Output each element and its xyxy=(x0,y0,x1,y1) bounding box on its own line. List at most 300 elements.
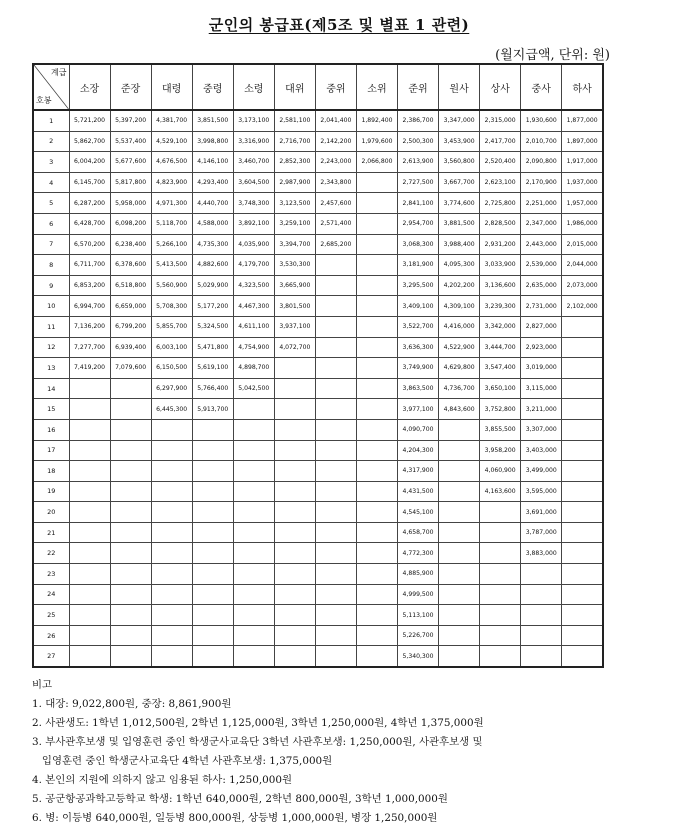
pay-cell: 4,293,400 xyxy=(192,172,233,193)
pay-cell xyxy=(233,646,274,667)
pay-cell: 4,999,500 xyxy=(398,584,439,605)
pay-cell: 4,545,100 xyxy=(398,502,439,523)
step-cell: 4 xyxy=(33,172,69,193)
pay-cell xyxy=(315,275,356,296)
pay-cell xyxy=(315,399,356,420)
pay-cell: 5,113,100 xyxy=(398,605,439,626)
pay-cell: 2,635,000 xyxy=(521,275,562,296)
pay-cell: 4,772,300 xyxy=(398,543,439,564)
table-row xyxy=(33,625,603,646)
pay-cell: 2,417,700 xyxy=(480,131,521,152)
pay-cell: 1,892,400 xyxy=(356,110,397,131)
pay-cell xyxy=(439,646,480,667)
pay-cell: 4,072,700 xyxy=(274,337,315,358)
pay-cell xyxy=(274,543,315,564)
pay-cell: 4,588,000 xyxy=(192,213,233,234)
note-item: 6. 병: 이등병 640,000원, 일등병 800,000원, 상등병 1,000,000원, 병장 1,250,000원 xyxy=(32,812,438,824)
pay-cell xyxy=(562,543,603,564)
pay-cell xyxy=(151,522,192,543)
step-cell: 9 xyxy=(33,275,69,296)
rank-header: 중위 xyxy=(315,64,356,110)
pay-cell xyxy=(315,625,356,646)
note-item: 3. 부사관후보생 및 입영훈련 중인 학생군사교육단 3학년 사관후보생: 1,250,000원, 사관후보생 및 xyxy=(32,736,483,748)
pay-cell: 3,403,000 xyxy=(521,440,562,461)
pay-cell: 2,044,000 xyxy=(562,255,603,276)
pay-cell: 5,340,300 xyxy=(398,646,439,667)
pay-cell: 3,937,100 xyxy=(274,316,315,337)
pay-cell: 2,243,000 xyxy=(315,152,356,173)
pay-cell: 1,917,000 xyxy=(562,152,603,173)
pay-cell: 5,677,600 xyxy=(110,152,151,173)
pay-cell xyxy=(315,419,356,440)
pay-cell: 4,416,000 xyxy=(439,316,480,337)
pay-cell: 6,428,700 xyxy=(69,213,110,234)
pay-cell: 2,827,000 xyxy=(521,316,562,337)
pay-cell: 3,665,900 xyxy=(274,275,315,296)
pay-cell: 2,725,800 xyxy=(480,193,521,214)
pay-cell xyxy=(480,605,521,626)
pay-cell: 1,930,600 xyxy=(521,110,562,131)
pay-cell: 4,431,500 xyxy=(398,481,439,502)
pay-cell: 3,522,700 xyxy=(398,316,439,337)
step-cell: 2 xyxy=(33,131,69,152)
notes-section xyxy=(32,676,652,828)
table-row xyxy=(33,378,603,399)
pay-cell xyxy=(521,564,562,585)
pay-cell: 2,987,900 xyxy=(274,172,315,193)
pay-cell xyxy=(356,358,397,379)
pay-cell: 7,419,200 xyxy=(69,358,110,379)
pay-cell: 6,659,000 xyxy=(110,296,151,317)
pay-cell xyxy=(439,605,480,626)
pay-cell xyxy=(356,378,397,399)
notes-heading: 비고 xyxy=(32,679,53,691)
step-cell: 12 xyxy=(33,337,69,358)
pay-cell xyxy=(274,481,315,502)
step-cell: 8 xyxy=(33,255,69,276)
pay-cell xyxy=(562,522,603,543)
pay-cell: 6,145,700 xyxy=(69,172,110,193)
pay-cell xyxy=(274,358,315,379)
pay-cell xyxy=(356,172,397,193)
page-title: 군인의 봉급표(제5조 및 별표 1 관련) xyxy=(208,16,470,34)
pay-cell: 2,520,400 xyxy=(480,152,521,173)
pay-cell: 3,998,800 xyxy=(192,131,233,152)
note-item: 4. 본인의 지원에 의하지 않고 임용된 하사: 1,250,000원 xyxy=(32,774,293,786)
pay-table xyxy=(32,63,604,668)
table-row xyxy=(33,275,603,296)
pay-cell xyxy=(562,605,603,626)
pay-cell xyxy=(274,605,315,626)
pay-cell: 2,828,500 xyxy=(480,213,521,234)
pay-cell xyxy=(356,564,397,585)
pay-cell: 3,460,700 xyxy=(233,152,274,173)
pay-cell xyxy=(315,461,356,482)
pay-cell: 4,179,700 xyxy=(233,255,274,276)
pay-cell: 6,003,100 xyxy=(151,337,192,358)
table-row xyxy=(33,172,603,193)
pay-cell: 5,913,700 xyxy=(192,399,233,420)
pay-cell xyxy=(356,605,397,626)
pay-cell: 6,518,800 xyxy=(110,275,151,296)
pay-cell xyxy=(480,564,521,585)
pay-cell: 3,863,500 xyxy=(398,378,439,399)
step-cell: 17 xyxy=(33,440,69,461)
pay-cell xyxy=(192,625,233,646)
pay-cell: 4,522,900 xyxy=(439,337,480,358)
pay-cell: 4,146,100 xyxy=(192,152,233,173)
pay-cell: 5,766,400 xyxy=(192,378,233,399)
pay-cell: 2,500,300 xyxy=(398,131,439,152)
pay-cell xyxy=(439,481,480,502)
pay-cell: 2,727,500 xyxy=(398,172,439,193)
pay-cell xyxy=(233,584,274,605)
pay-cell xyxy=(356,337,397,358)
step-cell: 20 xyxy=(33,502,69,523)
pay-cell: 3,636,300 xyxy=(398,337,439,358)
notes-list xyxy=(32,695,652,828)
pay-cell: 5,266,100 xyxy=(151,234,192,255)
pay-cell xyxy=(69,605,110,626)
pay-cell xyxy=(192,543,233,564)
pay-cell xyxy=(480,625,521,646)
pay-cell xyxy=(274,625,315,646)
pay-cell: 3,115,000 xyxy=(521,378,562,399)
pay-cell xyxy=(315,543,356,564)
pay-cell: 3,977,100 xyxy=(398,399,439,420)
table-row xyxy=(33,296,603,317)
pay-cell: 1,937,000 xyxy=(562,172,603,193)
pay-cell xyxy=(69,440,110,461)
pay-cell xyxy=(192,522,233,543)
pay-cell: 4,529,100 xyxy=(151,131,192,152)
pay-cell xyxy=(151,646,192,667)
pay-cell xyxy=(69,584,110,605)
pay-cell: 3,123,500 xyxy=(274,193,315,214)
pay-cell xyxy=(192,419,233,440)
pay-cell: 3,851,500 xyxy=(192,110,233,131)
pay-cell: 3,667,700 xyxy=(439,172,480,193)
table-row xyxy=(33,605,603,626)
pay-cell xyxy=(562,399,603,420)
pay-cell xyxy=(69,502,110,523)
header-row xyxy=(33,64,603,110)
pay-cell xyxy=(69,543,110,564)
pay-cell: 3,988,400 xyxy=(439,234,480,255)
step-cell: 24 xyxy=(33,584,69,605)
rank-header: 대위 xyxy=(274,64,315,110)
pay-cell xyxy=(356,461,397,482)
corner-rank-label: 계급 xyxy=(51,68,67,77)
pay-cell: 5,708,300 xyxy=(151,296,192,317)
pay-cell: 3,033,900 xyxy=(480,255,521,276)
pay-cell xyxy=(110,419,151,440)
pay-cell: 6,853,200 xyxy=(69,275,110,296)
pay-cell: 3,958,200 xyxy=(480,440,521,461)
pay-cell: 2,170,900 xyxy=(521,172,562,193)
pay-cell: 2,015,000 xyxy=(562,234,603,255)
pay-cell xyxy=(356,646,397,667)
pay-cell xyxy=(233,419,274,440)
step-cell: 3 xyxy=(33,152,69,173)
pay-cell: 4,754,900 xyxy=(233,337,274,358)
pay-cell xyxy=(192,646,233,667)
pay-cell xyxy=(356,502,397,523)
pay-cell xyxy=(315,481,356,502)
pay-cell xyxy=(562,584,603,605)
pay-cell xyxy=(315,646,356,667)
pay-cell xyxy=(151,605,192,626)
pay-cell xyxy=(356,419,397,440)
rank-header: 소령 xyxy=(233,64,274,110)
pay-cell: 5,226,700 xyxy=(398,625,439,646)
pay-cell: 5,855,700 xyxy=(151,316,192,337)
pay-cell xyxy=(274,522,315,543)
pay-cell: 3,259,100 xyxy=(274,213,315,234)
pay-cell xyxy=(151,564,192,585)
pay-cell xyxy=(439,625,480,646)
step-cell: 15 xyxy=(33,399,69,420)
pay-cell xyxy=(151,502,192,523)
pay-cell: 5,817,800 xyxy=(110,172,151,193)
pay-cell xyxy=(192,440,233,461)
step-cell: 16 xyxy=(33,419,69,440)
rank-header: 소위 xyxy=(356,64,397,110)
pay-cell: 2,613,900 xyxy=(398,152,439,173)
pay-cell xyxy=(192,584,233,605)
pay-cell: 2,142,200 xyxy=(315,131,356,152)
pay-cell xyxy=(69,646,110,667)
pay-cell: 3,316,900 xyxy=(233,131,274,152)
table-row xyxy=(33,564,603,585)
pay-cell xyxy=(110,481,151,502)
pay-cell: 1,957,000 xyxy=(562,193,603,214)
pay-cell: 5,560,900 xyxy=(151,275,192,296)
pay-cell: 3,530,300 xyxy=(274,255,315,276)
pay-cell xyxy=(356,625,397,646)
pay-cell xyxy=(69,461,110,482)
pay-cell: 2,347,000 xyxy=(521,213,562,234)
pay-cell: 4,971,300 xyxy=(151,193,192,214)
table-row xyxy=(33,131,603,152)
pay-cell xyxy=(274,461,315,482)
pay-cell xyxy=(274,502,315,523)
pay-cell xyxy=(233,481,274,502)
pay-cell xyxy=(151,543,192,564)
pay-cell: 5,324,500 xyxy=(192,316,233,337)
step-cell: 1 xyxy=(33,110,69,131)
unit-note: (월지급액, 단위: 원) xyxy=(495,48,610,63)
pay-cell xyxy=(110,646,151,667)
pay-cell: 6,287,200 xyxy=(69,193,110,214)
pay-cell xyxy=(356,399,397,420)
pay-cell xyxy=(480,646,521,667)
pay-cell: 4,823,900 xyxy=(151,172,192,193)
pay-cell xyxy=(274,584,315,605)
pay-cell xyxy=(110,378,151,399)
pay-cell xyxy=(233,564,274,585)
pay-cell: 2,716,700 xyxy=(274,131,315,152)
pay-cell xyxy=(562,358,603,379)
step-cell: 22 xyxy=(33,543,69,564)
pay-cell xyxy=(151,440,192,461)
step-cell: 23 xyxy=(33,564,69,585)
pay-cell xyxy=(439,440,480,461)
pay-cell xyxy=(233,522,274,543)
table-row xyxy=(33,584,603,605)
step-cell: 7 xyxy=(33,234,69,255)
pay-cell xyxy=(315,502,356,523)
pay-cell xyxy=(356,440,397,461)
pay-cell: 3,409,100 xyxy=(398,296,439,317)
pay-cell: 2,386,700 xyxy=(398,110,439,131)
pay-cell xyxy=(110,584,151,605)
pay-cell: 3,560,800 xyxy=(439,152,480,173)
table-row xyxy=(33,213,603,234)
pay-cell: 3,855,500 xyxy=(480,419,521,440)
pay-cell: 3,787,000 xyxy=(521,522,562,543)
pay-cell: 3,752,800 xyxy=(480,399,521,420)
pay-cell: 1,979,600 xyxy=(356,131,397,152)
table-row xyxy=(33,440,603,461)
table-row xyxy=(33,419,603,440)
rank-header: 상사 xyxy=(480,64,521,110)
note-item: 5. 공군항공과학고등학교 학생: 1학년 640,000원, 2학년 800,000원, 3학년 1,000,000원 xyxy=(32,793,448,805)
pay-cell xyxy=(315,440,356,461)
pay-cell: 4,090,700 xyxy=(398,419,439,440)
pay-cell xyxy=(69,625,110,646)
pay-cell: 3,444,700 xyxy=(480,337,521,358)
table-row xyxy=(33,193,603,214)
pay-cell: 3,499,000 xyxy=(521,461,562,482)
pay-cell xyxy=(192,461,233,482)
pay-cell: 2,685,200 xyxy=(315,234,356,255)
pay-cell: 1,897,000 xyxy=(562,131,603,152)
pay-cell xyxy=(192,502,233,523)
table-row xyxy=(33,337,603,358)
pay-cell xyxy=(233,502,274,523)
pay-cell: 4,204,300 xyxy=(398,440,439,461)
pay-cell xyxy=(192,605,233,626)
pay-cell: 6,238,400 xyxy=(110,234,151,255)
pay-cell xyxy=(439,564,480,585)
pay-cell xyxy=(110,502,151,523)
pay-cell: 4,882,600 xyxy=(192,255,233,276)
note-item: 2. 사관생도: 1학년 1,012,500원, 2학년 1,125,000원, 3학년 1,250,000원, 4학년 1,375,000원 xyxy=(32,717,484,729)
pay-cell: 2,457,600 xyxy=(315,193,356,214)
pay-cell xyxy=(356,316,397,337)
pay-cell xyxy=(315,522,356,543)
pay-cell xyxy=(110,605,151,626)
pay-cell: 2,571,400 xyxy=(315,213,356,234)
pay-cell xyxy=(562,316,603,337)
pay-cell xyxy=(69,481,110,502)
pay-cell xyxy=(274,440,315,461)
pay-cell xyxy=(110,399,151,420)
pay-cell xyxy=(151,481,192,502)
table-row xyxy=(33,481,603,502)
pay-cell: 3,394,700 xyxy=(274,234,315,255)
step-cell: 21 xyxy=(33,522,69,543)
pay-cell: 5,721,200 xyxy=(69,110,110,131)
pay-cell: 6,378,600 xyxy=(110,255,151,276)
pay-cell: 4,843,600 xyxy=(439,399,480,420)
rank-header: 준위 xyxy=(398,64,439,110)
pay-cell: 2,343,800 xyxy=(315,172,356,193)
pay-cell xyxy=(480,502,521,523)
pay-cell: 3,883,000 xyxy=(521,543,562,564)
pay-cell xyxy=(110,625,151,646)
pay-cell xyxy=(315,255,356,276)
pay-cell: 2,041,400 xyxy=(315,110,356,131)
pay-cell xyxy=(151,461,192,482)
pay-cell: 3,295,500 xyxy=(398,275,439,296)
pay-cell: 5,619,100 xyxy=(192,358,233,379)
table-row xyxy=(33,461,603,482)
pay-cell: 2,623,100 xyxy=(480,172,521,193)
pay-cell xyxy=(315,358,356,379)
pay-cell xyxy=(110,440,151,461)
pay-cell: 3,595,000 xyxy=(521,481,562,502)
pay-cell: 7,277,700 xyxy=(69,337,110,358)
pay-cell: 2,923,000 xyxy=(521,337,562,358)
pay-table-body xyxy=(33,110,603,667)
pay-cell xyxy=(274,419,315,440)
pay-cell: 3,068,300 xyxy=(398,234,439,255)
pay-cell: 2,066,800 xyxy=(356,152,397,173)
pay-cell: 2,841,100 xyxy=(398,193,439,214)
pay-cell xyxy=(151,625,192,646)
pay-cell: 1,986,000 xyxy=(562,213,603,234)
pay-cell xyxy=(69,399,110,420)
note-item: 입영훈련 중인 학생군사교육단 4학년 사관후보생: 1,375,000원 xyxy=(32,755,333,767)
pay-cell xyxy=(110,461,151,482)
pay-cell xyxy=(562,337,603,358)
step-cell: 18 xyxy=(33,461,69,482)
pay-cell xyxy=(521,646,562,667)
pay-cell: 3,547,400 xyxy=(480,358,521,379)
pay-cell: 7,136,200 xyxy=(69,316,110,337)
pay-cell xyxy=(233,605,274,626)
pay-cell xyxy=(562,481,603,502)
pay-cell xyxy=(274,378,315,399)
pay-cell: 1,877,000 xyxy=(562,110,603,131)
pay-cell: 4,676,500 xyxy=(151,152,192,173)
pay-cell xyxy=(562,461,603,482)
corner-step-label: 호봉 xyxy=(36,96,52,105)
pay-cell xyxy=(562,378,603,399)
pay-cell xyxy=(562,502,603,523)
pay-cell: 4,309,100 xyxy=(439,296,480,317)
pay-cell: 3,801,500 xyxy=(274,296,315,317)
step-cell: 27 xyxy=(33,646,69,667)
pay-cell: 3,604,500 xyxy=(233,172,274,193)
corner-cell xyxy=(33,64,69,110)
pay-cell: 3,239,300 xyxy=(480,296,521,317)
pay-cell xyxy=(69,522,110,543)
pay-cell: 3,453,900 xyxy=(439,131,480,152)
pay-cell: 6,994,700 xyxy=(69,296,110,317)
pay-cell xyxy=(356,255,397,276)
pay-cell xyxy=(315,378,356,399)
table-row xyxy=(33,358,603,379)
pay-cell: 5,958,000 xyxy=(110,193,151,214)
pay-cell xyxy=(233,625,274,646)
pay-cell: 4,736,700 xyxy=(439,378,480,399)
pay-cell xyxy=(69,419,110,440)
table-row xyxy=(33,110,603,131)
pay-cell: 6,098,200 xyxy=(110,213,151,234)
